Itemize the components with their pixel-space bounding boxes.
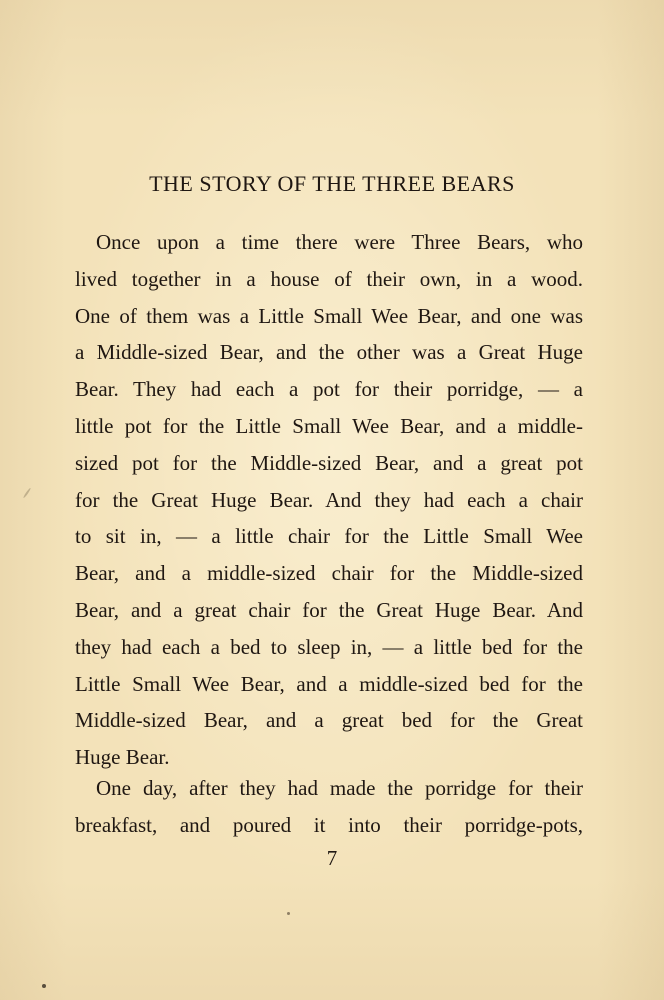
paragraph-line: breakfast, and poured it into their porridge-pots,	[75, 812, 583, 837]
page-title: THE STORY OF THE THREE BEARS	[149, 171, 515, 196]
paper-mark	[23, 488, 32, 499]
paper-speck	[287, 912, 290, 915]
paragraph-line: little pot for the Little Small Wee Bear, and a middle-	[75, 413, 583, 438]
story-paragraph-1	[75, 224, 583, 776]
paragraph-line: Bear. They had each a pot for their porridge, — a	[75, 377, 583, 402]
paragraph-line: a Middle-sized Bear, and the other was a Great Huge	[75, 340, 583, 365]
paragraph-line: Huge Bear.	[75, 745, 170, 770]
paragraph-line: Bear, and a great chair for the Great Huge Bear. And	[75, 597, 583, 622]
page-number: 7	[326, 846, 338, 870]
paragraph-line: they had each a bed to sleep in, — a little bed for the	[75, 634, 583, 659]
story-paragraph-2	[75, 770, 583, 844]
paragraph-line: for the Great Huge Bear. And they had each a chair	[75, 487, 583, 512]
paragraph-line: lived together in a house of their own, in a wood.	[75, 266, 583, 291]
paragraph-line: One of them was a Little Small Wee Bear, and one was	[75, 303, 583, 328]
paragraph-line: sized pot for the Middle-sized Bear, and a great pot	[75, 450, 583, 475]
paragraph-line: to sit in, — a little chair for the Little Small Wee	[75, 524, 583, 549]
paper-speck	[42, 984, 46, 988]
paragraph-line: Middle-sized Bear, and a great bed for the Great	[75, 708, 583, 733]
paragraph-line: Once upon a time there were Three Bears, who	[96, 230, 583, 254]
paragraph-line: One day, after they had made the porridge for their	[96, 776, 583, 800]
paragraph-line: Bear, and a middle-sized chair for the Middle-sized	[75, 561, 583, 586]
paragraph-line: Little Small Wee Bear, and a middle-sized bed for the	[75, 671, 583, 696]
